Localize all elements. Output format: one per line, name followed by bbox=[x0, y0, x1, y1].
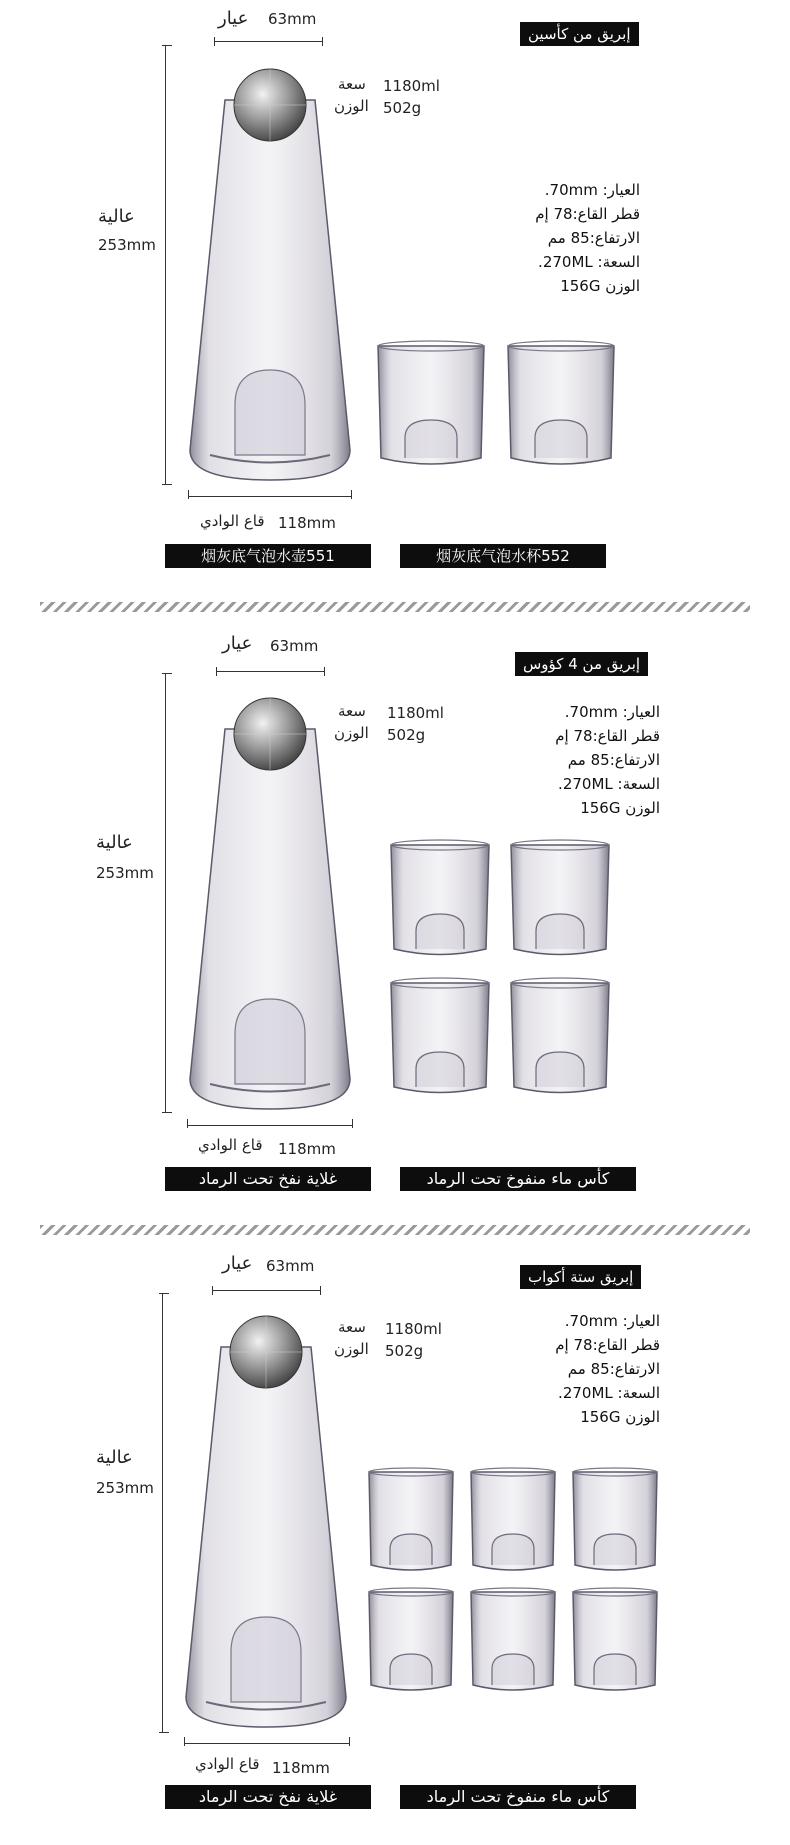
capacity-value: 1180ml bbox=[387, 704, 444, 722]
height-tick-bottom bbox=[159, 1732, 169, 1733]
jug-image bbox=[176, 1307, 356, 1737]
height-tick-top bbox=[159, 1293, 169, 1294]
width-tick-left bbox=[212, 1286, 213, 1295]
cup-spec-weight: الوزن 156G bbox=[580, 1408, 660, 1426]
cup-image bbox=[570, 1587, 660, 1699]
cup-spec-caliber: العيار: 70mm. bbox=[564, 1312, 660, 1330]
cup-image bbox=[468, 1587, 558, 1699]
bottom-tick-left bbox=[188, 490, 189, 499]
bottom-value: 118mm bbox=[278, 1140, 336, 1158]
jug-caption: 烟灰底气泡水壶551 bbox=[165, 544, 371, 568]
cup-spec-weight: الوزن 156G bbox=[580, 799, 660, 817]
cup-image bbox=[388, 977, 492, 1103]
jug-caption: غلاية نفخ تحت الرماد bbox=[165, 1167, 371, 1191]
width-label: عيار bbox=[222, 633, 253, 654]
cup-spec-caliber: العيار: 70mm. bbox=[564, 703, 660, 721]
weight-value: 502g bbox=[387, 726, 426, 744]
capacity-label: سعة bbox=[338, 75, 366, 93]
bottom-dimension-line bbox=[188, 496, 352, 497]
product-section-two-cups bbox=[0, 0, 790, 600]
capacity-value: 1180ml bbox=[383, 77, 440, 95]
bottom-value: 118mm bbox=[272, 1759, 330, 1777]
height-label: عالية bbox=[98, 206, 135, 227]
jug-image bbox=[180, 60, 360, 490]
cup-image bbox=[388, 839, 492, 965]
cup-spec-caliber: العيار: 70mm. bbox=[544, 181, 640, 199]
bottom-tick-right bbox=[349, 1737, 350, 1746]
weight-value: 502g bbox=[383, 99, 422, 117]
jug-image bbox=[180, 689, 360, 1119]
width-tick-right bbox=[324, 667, 325, 676]
cup-caption: كأس ماء منفوخ تحت الرماد bbox=[400, 1785, 636, 1809]
height-dimension-line bbox=[165, 45, 166, 485]
section-title: إبريق من 4 كؤوس bbox=[515, 652, 648, 676]
cup-caption: كأس ماء منفوخ تحت الرماد bbox=[400, 1167, 636, 1191]
width-dimension-line bbox=[212, 1290, 321, 1291]
cup-image bbox=[375, 340, 487, 475]
height-tick-bottom bbox=[162, 484, 172, 485]
width-label: عيار bbox=[222, 1253, 253, 1274]
bottom-value: 118mm bbox=[278, 514, 336, 532]
cup-spec-capacity: السعة: 270ML. bbox=[558, 775, 660, 793]
width-tick-right bbox=[320, 1286, 321, 1295]
cup-spec-height: الارتفاع:85 مم bbox=[567, 1360, 660, 1378]
product-section-six-cups bbox=[0, 1245, 790, 1845]
cup-spec-capacity: السعة: 270ML. bbox=[558, 1384, 660, 1402]
width-value: 63mm bbox=[270, 637, 319, 655]
cup-image bbox=[508, 839, 612, 965]
height-value: 253mm bbox=[98, 236, 156, 254]
bottom-tick-right bbox=[352, 1119, 353, 1128]
height-value: 253mm bbox=[96, 1479, 154, 1497]
bottom-dimension-line bbox=[187, 1125, 353, 1126]
cup-specs-list bbox=[500, 178, 640, 298]
height-label: عالية bbox=[96, 1447, 133, 1468]
height-tick-bottom bbox=[162, 1112, 172, 1113]
jug-caption: غلاية نفخ تحت الرماد bbox=[165, 1785, 371, 1809]
cup-caption: 烟灰底气泡水杯552 bbox=[400, 544, 606, 568]
cup-specs-list bbox=[520, 700, 660, 820]
cup-spec-height: الارتفاع:85 مم bbox=[567, 751, 660, 769]
width-value: 63mm bbox=[268, 10, 317, 28]
height-tick-top bbox=[162, 45, 172, 46]
cup-image bbox=[468, 1467, 558, 1579]
product-section-four-cups bbox=[0, 625, 790, 1225]
width-dimension-line bbox=[216, 671, 325, 672]
cup-image bbox=[366, 1467, 456, 1579]
cup-spec-bottom: قطر القاع:78 إم bbox=[555, 727, 660, 745]
section-title: إبريق من كأسين bbox=[520, 22, 639, 46]
cup-spec-bottom: قطر القاع:78 إم bbox=[535, 205, 640, 223]
cup-spec-capacity: السعة: 270ML. bbox=[538, 253, 640, 271]
height-value: 253mm bbox=[96, 864, 154, 882]
width-dimension-line bbox=[214, 41, 323, 42]
weight-label: الوزن bbox=[334, 1340, 369, 1358]
height-tick-top bbox=[162, 673, 172, 674]
section-title: إبريق ستة أكواب bbox=[520, 1265, 641, 1289]
weight-label: الوزن bbox=[334, 724, 369, 742]
bottom-tick-left bbox=[184, 1737, 185, 1746]
cup-image bbox=[366, 1587, 456, 1699]
height-label: عالية bbox=[96, 832, 133, 853]
width-value: 63mm bbox=[266, 1257, 315, 1275]
bottom-tick-left bbox=[187, 1119, 188, 1128]
bottom-dimension-line bbox=[184, 1743, 350, 1744]
capacity-label: سعة bbox=[338, 1318, 366, 1336]
weight-label: الوزن bbox=[334, 97, 369, 115]
cup-image bbox=[505, 340, 617, 475]
cup-image bbox=[570, 1467, 660, 1579]
section-divider bbox=[40, 1225, 750, 1235]
cup-spec-weight: الوزن 156G bbox=[560, 277, 640, 295]
width-tick-left bbox=[216, 667, 217, 676]
height-dimension-line bbox=[165, 673, 166, 1113]
cup-image bbox=[508, 977, 612, 1103]
width-tick-left bbox=[214, 37, 215, 46]
height-dimension-line bbox=[162, 1293, 163, 1733]
cup-spec-height: الارتفاع:85 مم bbox=[547, 229, 640, 247]
bottom-label: قاع الوادي bbox=[200, 512, 265, 530]
capacity-label: سعة bbox=[338, 702, 366, 720]
width-tick-right bbox=[322, 37, 323, 46]
cup-specs-list bbox=[520, 1309, 660, 1429]
section-divider bbox=[40, 602, 750, 612]
capacity-value: 1180ml bbox=[385, 1320, 442, 1338]
width-label: عيار bbox=[218, 8, 249, 29]
weight-value: 502g bbox=[385, 1342, 424, 1360]
cup-spec-bottom: قطر القاع:78 إم bbox=[555, 1336, 660, 1354]
bottom-tick-right bbox=[351, 490, 352, 499]
bottom-label: قاع الوادي bbox=[198, 1136, 263, 1154]
bottom-label: قاع الوادي bbox=[195, 1755, 260, 1773]
